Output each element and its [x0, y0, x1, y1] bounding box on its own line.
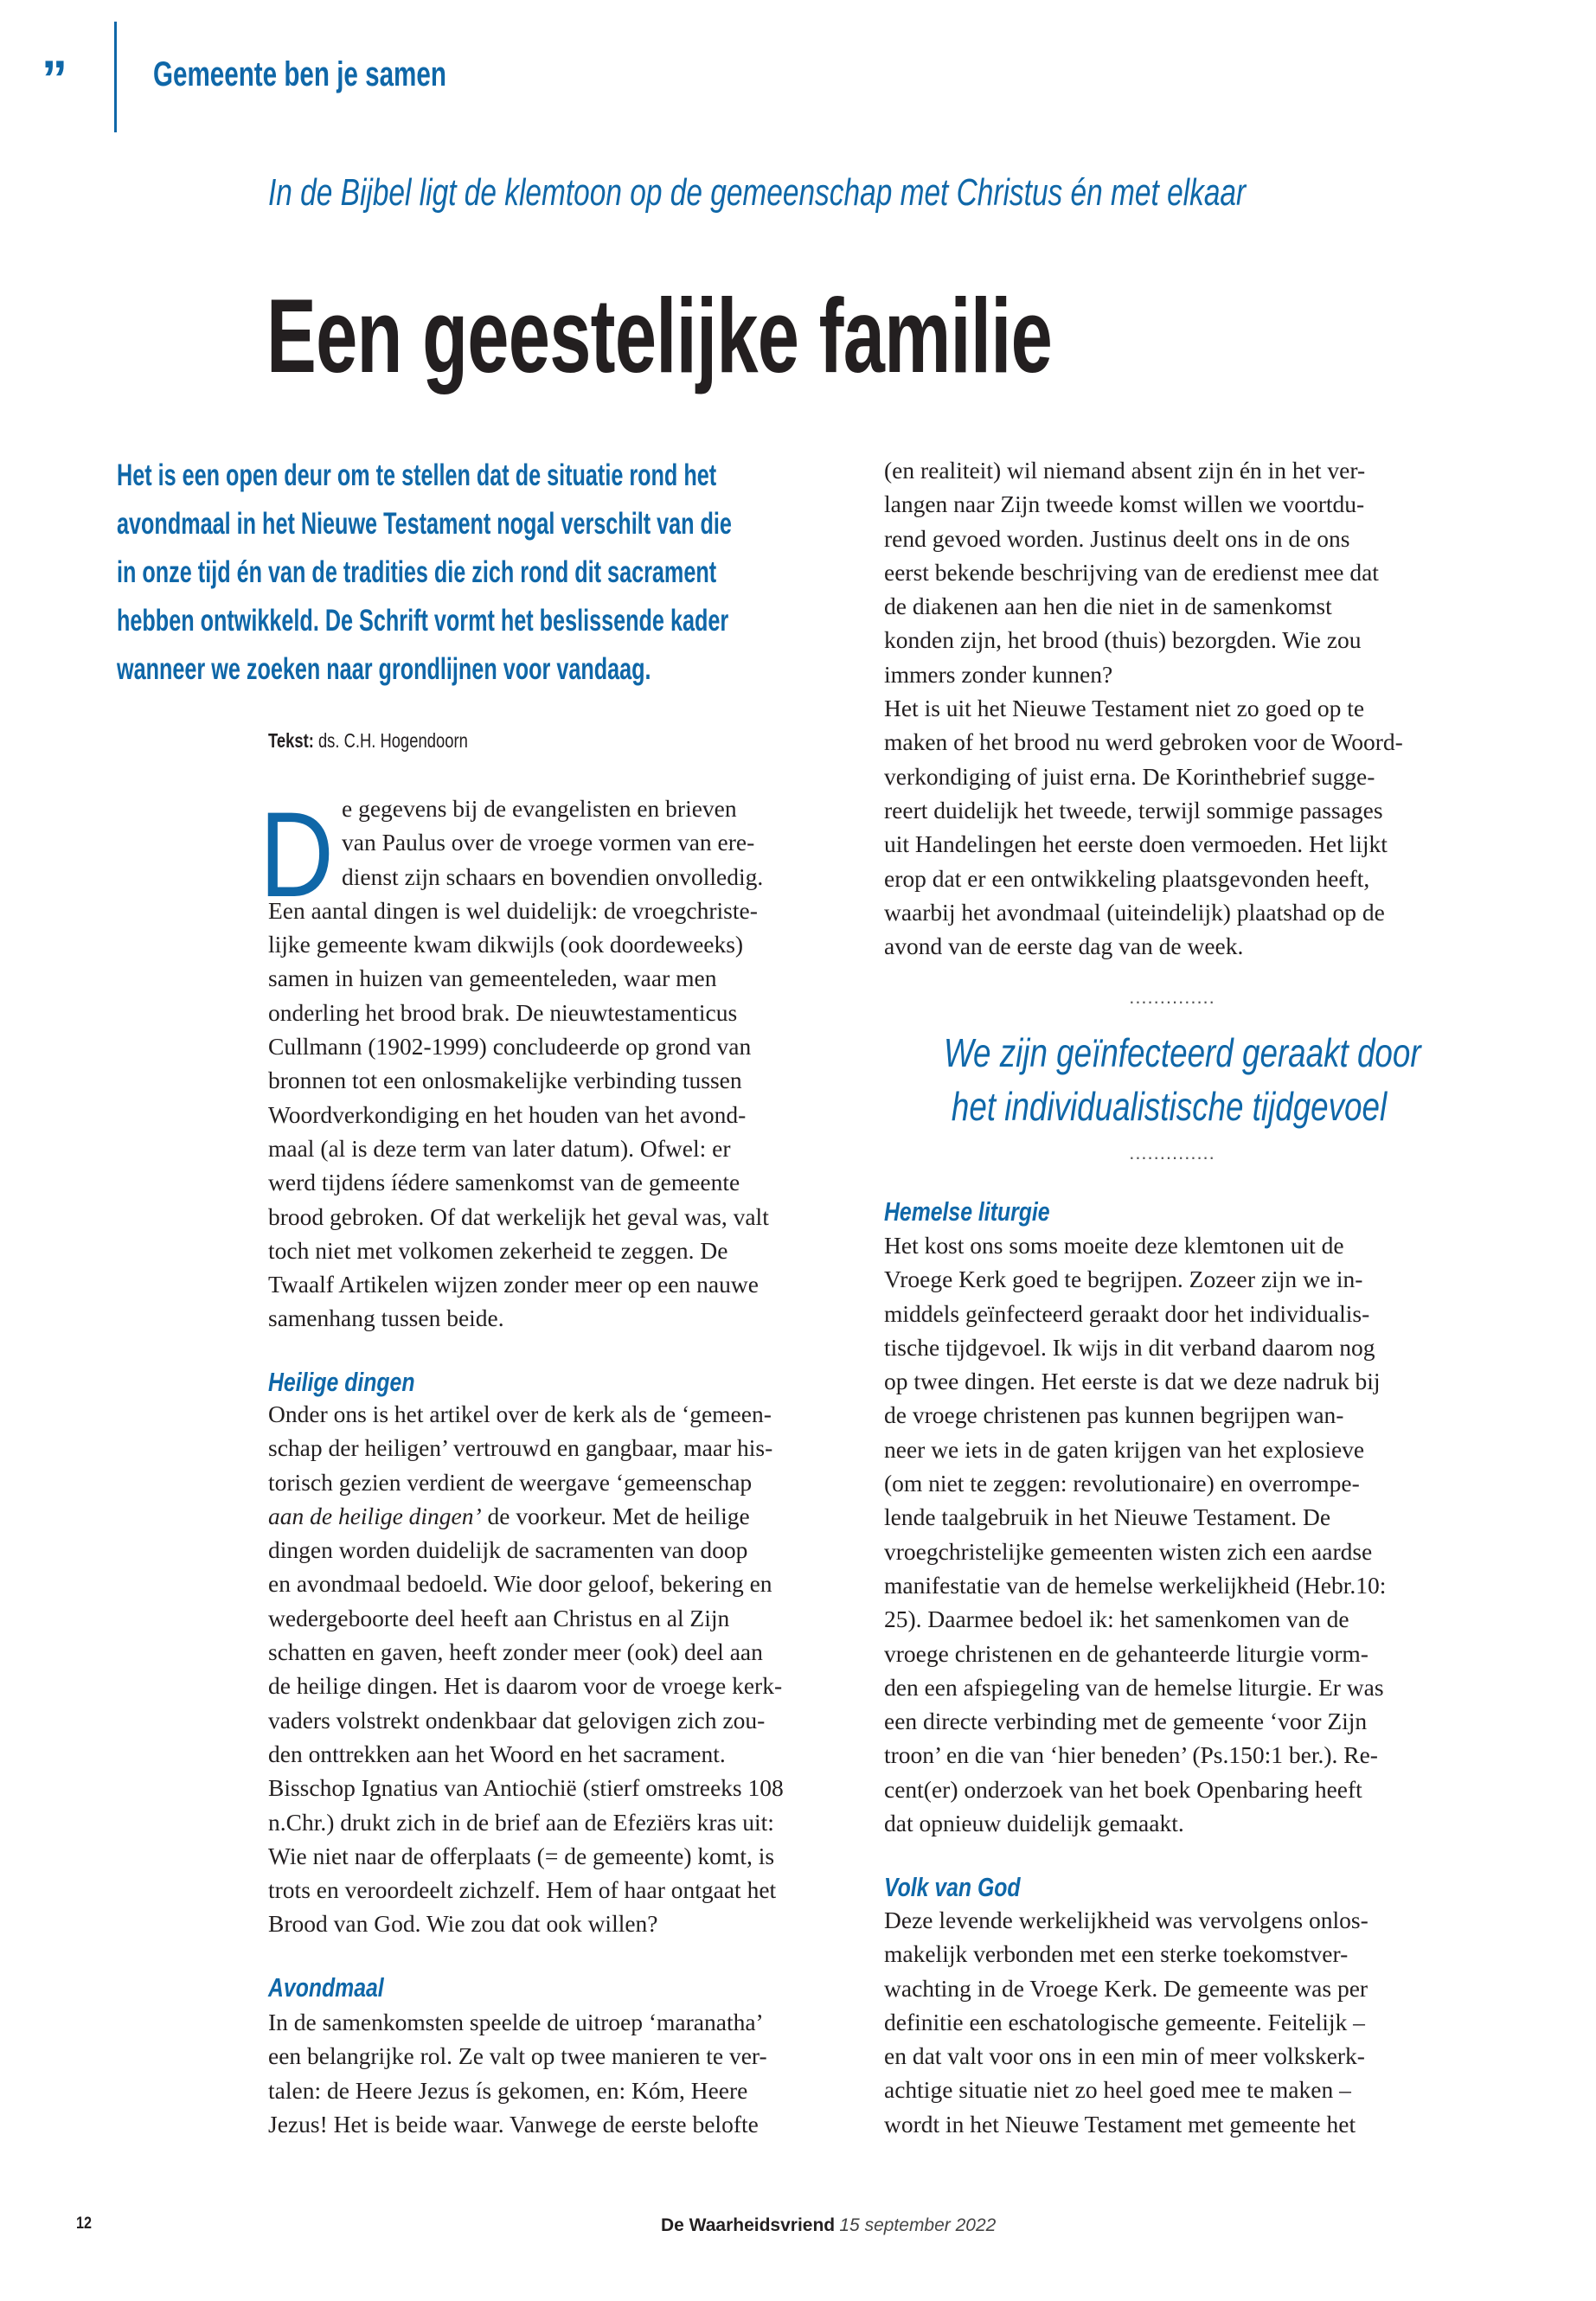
left-section-heilige-dingen: [268, 1397, 784, 1941]
text-line: vroegchristelijke gemeenten wisten zich een aardse: [884, 1537, 1373, 1565]
text-line: neer we iets in de gaten krijgen van het explosieve: [884, 1435, 1365, 1463]
article-subtitle: In de Bijbel ligt de klemtoon op de gemeenschap met Christus én met elkaar: [268, 171, 1247, 214]
footer-publication: [661, 2214, 996, 2236]
text-line: avond van de eerste dag van de week.: [884, 933, 1244, 960]
pull-quote-line: We zijn geïnfecteerd geraakt door: [943, 1030, 1421, 1075]
author-label: Tekst:: [268, 729, 314, 752]
text-line: Het kost ons soms moeite deze klemtonen uit de: [884, 1232, 1344, 1259]
text-line: dienst zijn schaars en bovendien onvolledig.: [342, 862, 764, 890]
text-line: trots en veroordeelt zichzelf. Hem of haar ontgaat het: [268, 1876, 777, 1904]
text-fragment: de voorkeur. Met de heilige: [481, 1502, 750, 1529]
heading-heilige-dingen: Heilige dingen: [268, 1367, 415, 1397]
right-section-hemelse-liturgie: [884, 1228, 1386, 1840]
text-line: verkondiging of juist erna. De Korinthebrief sugge-: [884, 762, 1375, 790]
text-line: maal (al is deze term van later datum). Ofwel: er: [268, 1134, 731, 1162]
left-intro-first-lines: [342, 792, 763, 894]
text-line: bronnen tot een onlosmakelijke verbinding tussen: [268, 1067, 742, 1094]
text-line: Vroege Kerk goed te begrijpen. Zozeer zijn we in-: [884, 1266, 1363, 1293]
text-line: Brood van God. Wie zou dat ook willen?: [268, 1910, 658, 1938]
text-line: Jezus! Het is beide waar. Vanwege de eerste belofte: [268, 2110, 759, 2138]
text-line: avondmaal in het Nieuwe Testament nogal verschilt van die: [117, 507, 732, 541]
text-line: lijke gemeente kwam dikwijls (ook doordeweeks): [268, 931, 744, 958]
text-line: wordt in het Nieuwe Testament met gemeente het: [884, 2110, 1356, 2138]
text-line: vroege christenen en de gehanteerde liturgie vorm-: [884, 1639, 1368, 1667]
text-line: langen naar Zijn tweede komst willen we voortdu-: [884, 490, 1365, 518]
text-line: eerst bekende beschrijving van de eredienst mee dat: [884, 558, 1379, 586]
text-line: In de samenkomsten speelde de uitroep ‘maranatha’: [268, 2009, 764, 2035]
text-line: wedergeboorte deel heeft aan Christus en al Zijn: [268, 1604, 730, 1631]
text-line: Bisschop Ignatius van Antiochië (stierf omstreeks 108: [268, 1774, 784, 1802]
text-line: schap der heiligen’ vertrouwd en gangbaar, maar his-: [268, 1434, 773, 1462]
text-line: op twee dingen. Het eerste is dat we deze nadruk bij: [884, 1368, 1381, 1395]
text-line: Een aantal dingen is wel duidelijk: de vroegchriste-: [268, 896, 758, 924]
text-line: lende taalgebruik in het Nieuwe Testament. De: [884, 1503, 1331, 1531]
text-line: Onder ons is het artikel over de kerk als de ‘gemeen-: [268, 1400, 772, 1427]
text-line: werd tijdens íédere samenkomst van de gemeente: [268, 1169, 740, 1196]
text-line: uit Handelingen het eerste doen vermoeden. Het lijkt: [884, 830, 1388, 858]
text-line: tische tijdgevoel. Ik wijs in dit verband daarom nog: [884, 1333, 1375, 1361]
text-line: wanneer we zoeken naar grondlijnen voor vandaag.: [117, 652, 651, 686]
text-line: samenhang tussen beide.: [268, 1304, 504, 1332]
quote-mark-icon: ”: [42, 50, 67, 108]
publication-name: De Waarheidsvriend: [661, 2215, 836, 2235]
text-line: middels geïnfecteerd geraakt door het individualis-: [884, 1299, 1370, 1327]
pull-quote: [884, 1026, 1455, 1133]
text-line: immers zonder kunnen?: [884, 660, 1113, 688]
text-line: talen: de Heere Jezus ís gekomen, en: Kóm, Heere: [268, 2076, 748, 2104]
text-line: e gegevens bij de evangelisten en brieven: [342, 795, 737, 822]
left-intro-paragraph: [268, 894, 769, 1336]
text-line: hebben ontwikkeld. De Schrift vormt het beslissende kader: [117, 604, 729, 638]
text-line: schatten en gaven, heeft zonder meer (ook) deel aan: [268, 1638, 763, 1666]
author-credit: [268, 729, 468, 753]
text-line: samen in huizen van gemeenteleden, waar men: [268, 965, 717, 992]
text-line: makelijk verbonden met een sterke toekomstver-: [884, 1940, 1349, 1968]
text-line: torisch gezien verdient de weergave ‘gemeenschap: [268, 1468, 753, 1496]
left-section-avondmaal: [268, 2005, 767, 2141]
text-line: de diakenen aan hen die niet in de samenkomst: [884, 593, 1332, 620]
text-line: en avondmaal bedoeld. Wie door geloof, bekering en: [268, 1570, 772, 1598]
text-line: brood gebroken. Of dat werkelijk het geval was, valt: [268, 1202, 769, 1230]
page-number: 12: [76, 2214, 92, 2233]
text-line: onderling het brood brak. De nieuwtestamenticus: [268, 998, 738, 1026]
text-line: achtige situatie niet zo heel goed mee te maken –: [884, 2076, 1351, 2104]
text-line: (om niet te zeggen: revolutionaire) en overrompe-: [884, 1470, 1360, 1497]
author-name: ds. C.H. Hogendoorn: [313, 729, 468, 752]
publication-date: 15 september 2022: [839, 2215, 997, 2235]
text-line: manifestatie van de hemelse werkelijkheid (Hebr.10:: [884, 1571, 1387, 1599]
text-line: een directe verbinding met de gemeente ‘voor Zijn: [884, 1708, 1368, 1735]
text-line: troon’ en die van ‘hier beneden’ (Ps.150:1 ber.). Re-: [884, 1741, 1378, 1769]
right-intro-paragraph: [884, 453, 1403, 963]
text-line: maken of het brood nu werd gebroken voor de Woord-: [884, 728, 1403, 756]
text-line: toch niet met volkomen zekerheid te zeggen. De: [268, 1236, 728, 1264]
drop-cap: D: [260, 786, 334, 922]
text-line: wachting in de Vroege Kerk. De gemeente was per: [884, 1974, 1368, 2002]
pullquote-divider-bottom: ..............: [1129, 1142, 1215, 1163]
text-line: dat opnieuw duidelijk gemaakt.: [884, 1810, 1184, 1837]
text-line: erop dat er een ontwikkeling plaatsgevonden heeft,: [884, 864, 1370, 892]
italic-text: aan de heilige dingen’: [268, 1502, 482, 1529]
heading-hemelse-liturgie: Hemelse liturgie: [884, 1196, 1050, 1227]
header-divider: [114, 22, 117, 132]
text-line: Wie niet naar de offerplaats (= de gemeente) komt, is: [268, 1842, 775, 1869]
text-line: 25). Daarmee bedoel ik: het samenkomen van de: [884, 1606, 1349, 1633]
text-line: (en realiteit) wil niemand absent zijn én in het ver-: [884, 457, 1366, 484]
text-line: den onttrekken aan het Woord en het sacrament.: [268, 1740, 726, 1767]
text-line: een belangrijke rol. Ze valt op twee manieren te ver-: [268, 2042, 767, 2070]
text-line: in onze tijd én van de tradities die zich rond dit sacrament: [117, 555, 717, 589]
text-line: n.Chr.) drukt zich in de brief aan de Efeziërs kras uit:: [268, 1808, 774, 1836]
text-line: vaders volstrekt ondenkbaar dat gelovigen zich zou-: [268, 1706, 766, 1734]
text-line: dingen worden duidelijk de sacramenten van doop: [268, 1536, 748, 1564]
lead-paragraph: [117, 452, 732, 694]
heading-volk-van-god: Volk van God: [884, 1872, 1021, 1902]
text-line: den een afspiegeling van de hemelse liturgie. Er was: [884, 1673, 1384, 1701]
text-line: Het is uit het Nieuwe Testament niet zo goed op te: [884, 695, 1365, 722]
text-line: Woordverkondiging en het houden van het avond-: [268, 1100, 747, 1128]
text-line: Het is een open deur om te stellen dat de situatie rond het: [117, 458, 717, 492]
heading-avondmaal: Avondmaal: [268, 1972, 384, 2003]
text-line: Twaalf Artikelen wijzen zonder meer op een nauwe: [268, 1271, 759, 1298]
text-line: cent(er) onderzoek van het boek Openbaring heeft: [884, 1775, 1362, 1803]
article-title: Een geestelijke familie: [266, 277, 1053, 394]
text-line: van Paulus over de vroege vormen van ere-: [342, 829, 755, 856]
pullquote-divider-top: ..............: [1129, 986, 1215, 1008]
text-line: konden zijn, het brood (thuis) bezorgden. Wie zou: [884, 626, 1362, 654]
text-line: definitie een eschatologische gemeente. Feitelijk –: [884, 2008, 1365, 2035]
section-title: Gemeente ben je samen: [153, 55, 446, 93]
text-line: de heilige dingen. Het is daarom voor de vroege kerk-: [268, 1672, 783, 1700]
text-line: Cullmann (1902-1999) concludeerde op grond van: [268, 1033, 752, 1061]
text-line: en dat valt voor ons in een min of meer volkskerk-: [884, 2042, 1365, 2070]
text-line: [268, 1499, 784, 1533]
right-section-volk-van-god: [884, 1903, 1368, 2141]
text-line: de vroege christenen pas kunnen begrijpen wan-: [884, 1401, 1344, 1429]
text-line: rend gevoed worden. Justinus deelt ons in de ons: [884, 524, 1350, 552]
text-line: Deze levende werkelijkheid was vervolgens onlos-: [884, 1907, 1368, 1933]
pull-quote-line: het individualistische tijdgevoel: [952, 1084, 1388, 1129]
text-line: reert duidelijk het tweede, terwijl sommige passages: [884, 796, 1383, 824]
text-line: waarbij het avondmaal (uiteindelijk) plaatshad op de: [884, 898, 1385, 926]
